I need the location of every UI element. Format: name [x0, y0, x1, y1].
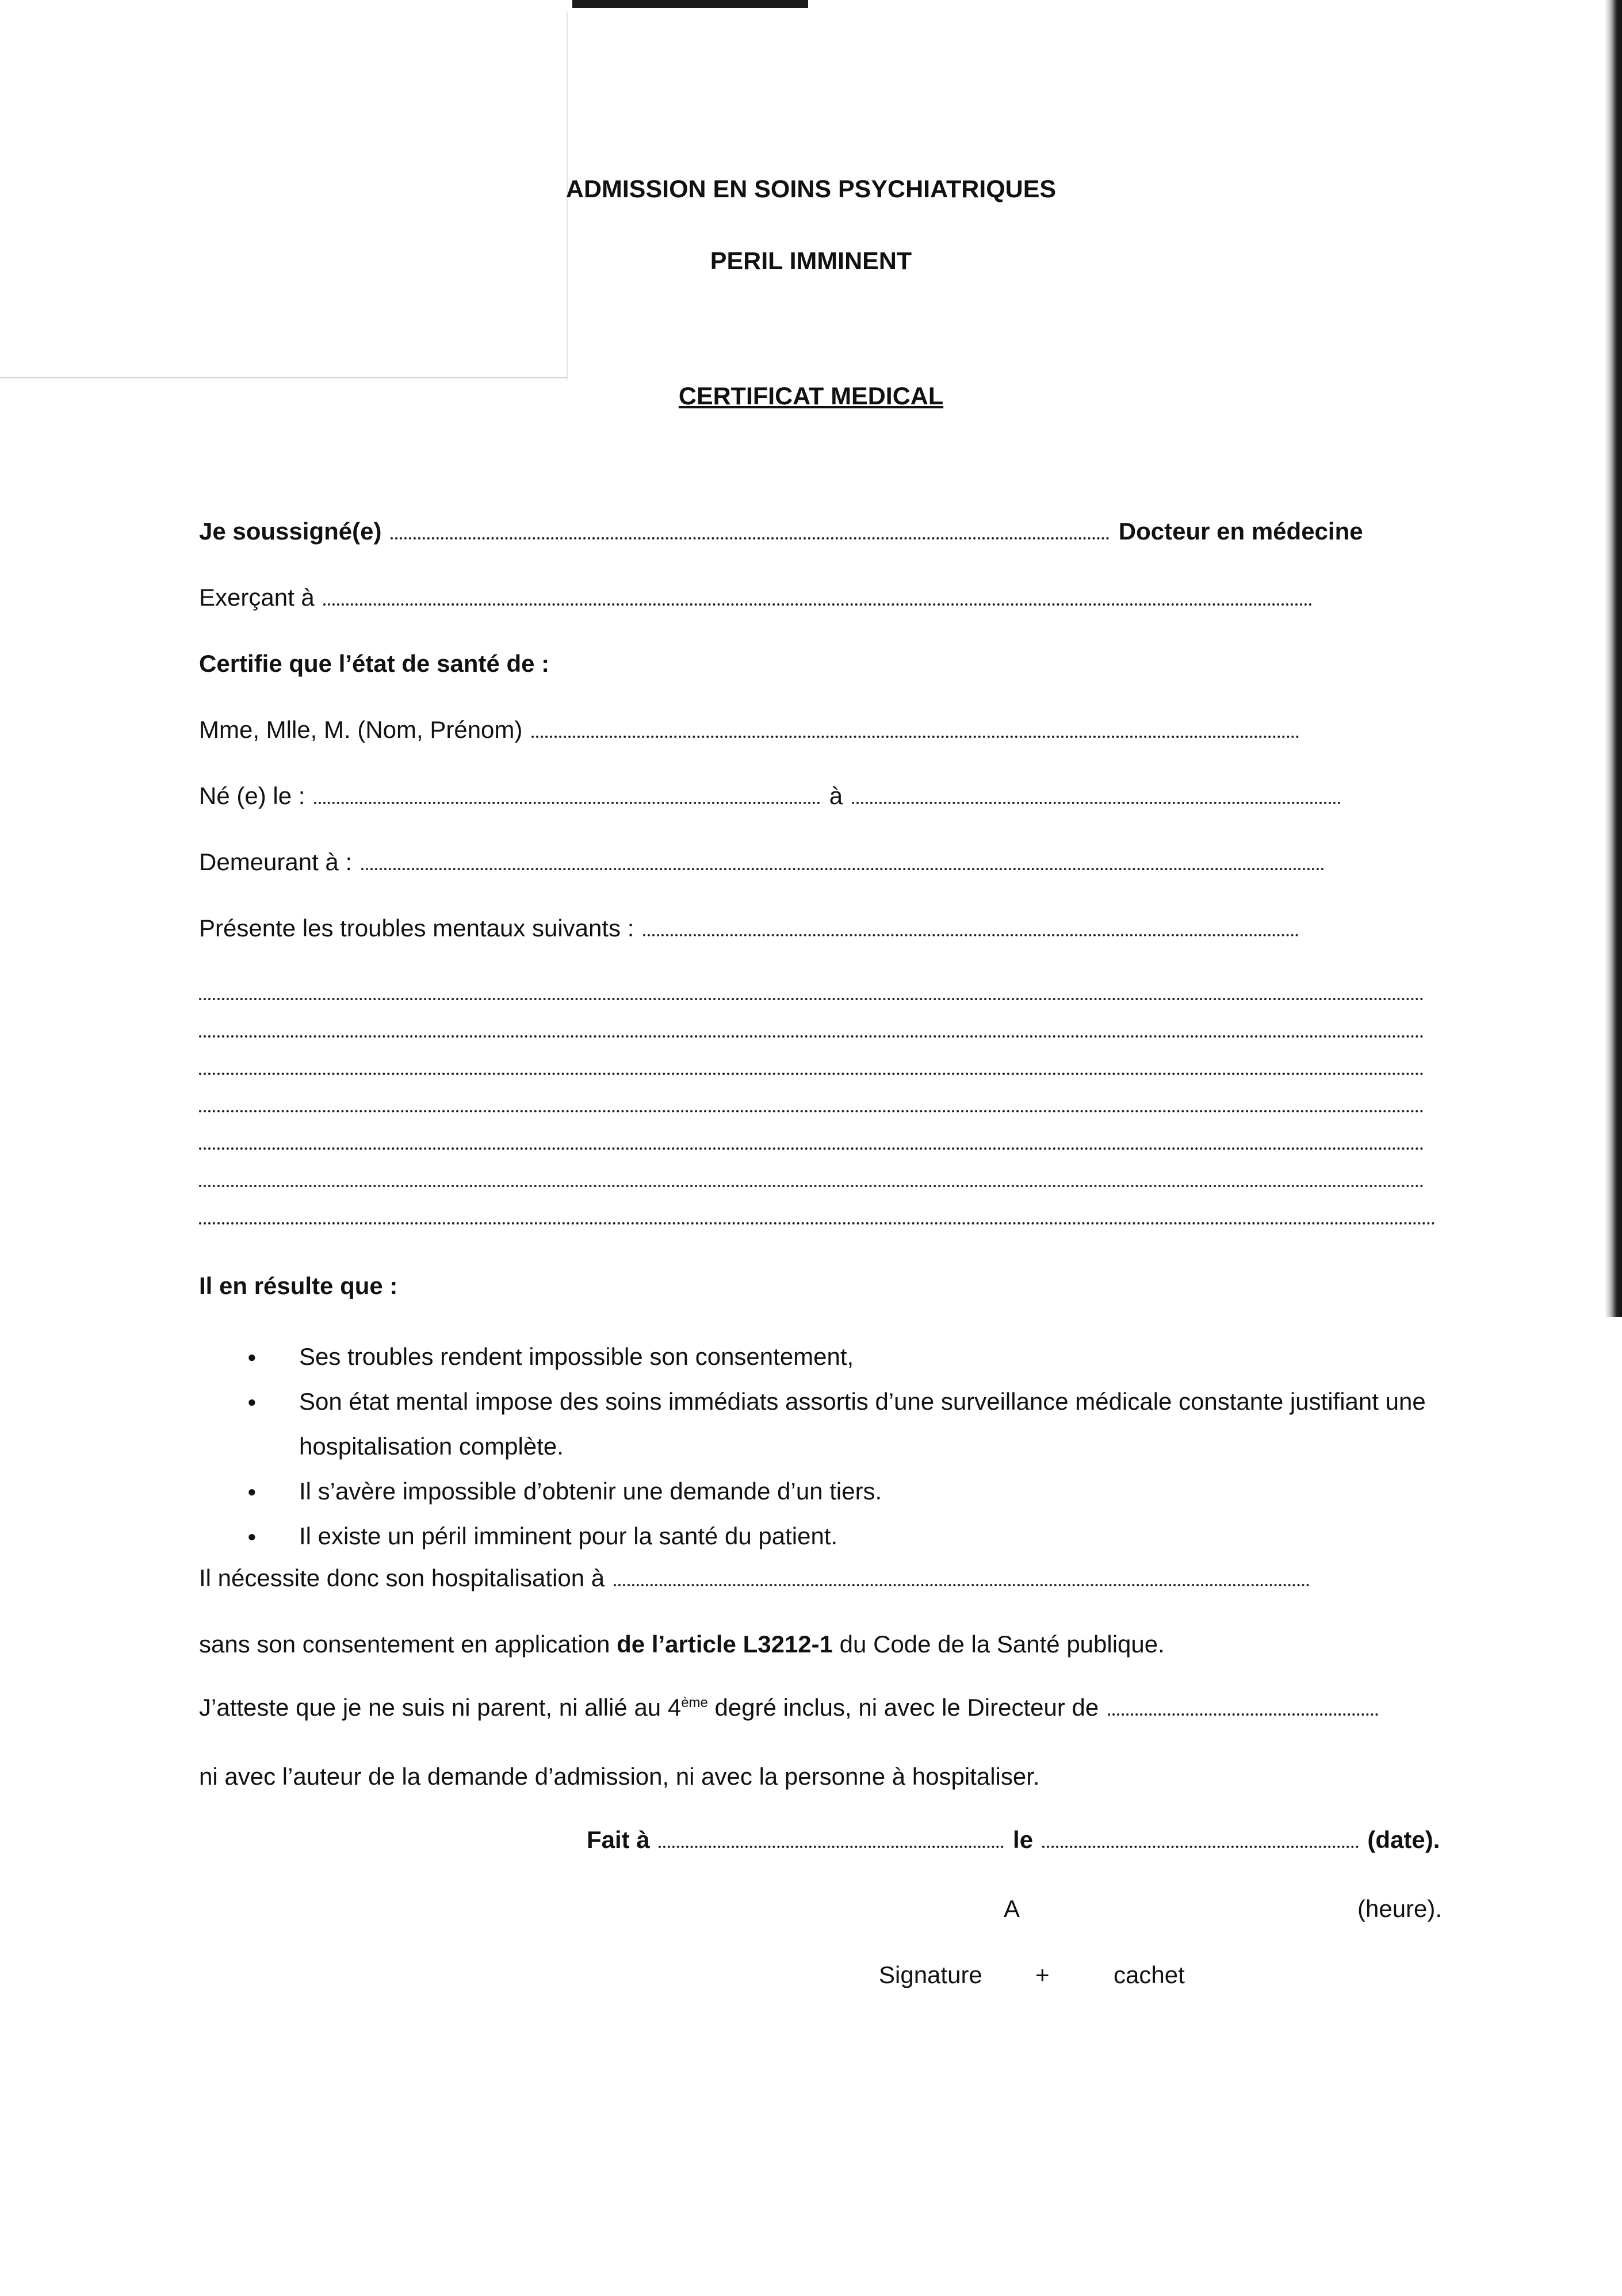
list-item: ● Son état mental impose des soins immédiats assortis d’une surveillance médicale constante justifiant une hospitalisation complète.	[247, 1379, 1513, 1469]
hospitalisation-place-field[interactable]	[614, 1582, 1310, 1586]
signatory-label: Je soussigné(e)	[199, 518, 382, 545]
document-subtitle: PERIL IMMINENT	[710, 247, 912, 275]
practice-row	[199, 584, 1315, 611]
disorders-line-1[interactable]	[199, 998, 1424, 1000]
stamp-label: cachet	[1114, 1961, 1185, 1988]
disorders-line-4[interactable]	[199, 1110, 1424, 1112]
document-title: ADMISSION EN SOINS PSYCHIATRIQUES	[565, 175, 1057, 203]
disorders-line-2[interactable]	[199, 1035, 1424, 1038]
date-label: (date).	[1367, 1826, 1440, 1853]
list-item: ● Il s’avère impossible d’obtenir une demande d’un tiers.	[247, 1469, 1513, 1514]
made-at-row	[587, 1826, 1440, 1854]
attestation-row	[199, 1694, 1380, 1721]
disorders-line-7[interactable]	[199, 1222, 1436, 1224]
signature-label: Signature	[879, 1961, 982, 1988]
birth-date-field[interactable]	[314, 799, 820, 804]
birth-place-label: à	[829, 782, 843, 809]
list-item: ● Ses troubles rendent impossible son consentement,	[247, 1334, 1513, 1379]
patient-row	[199, 716, 1302, 744]
date-field[interactable]	[1042, 1843, 1359, 1848]
certificate-heading: CERTIFICAT MEDICAL	[678, 382, 944, 410]
date-le-label: le	[1013, 1826, 1034, 1853]
signatory-row	[199, 518, 1363, 545]
hospitalisation-row	[199, 1564, 1312, 1592]
birth-place-field[interactable]	[852, 799, 1341, 804]
time-label: (heure).	[1357, 1895, 1443, 1922]
disorders-field[interactable]	[643, 932, 1299, 936]
patient-name-field[interactable]	[531, 733, 1299, 738]
consent-article: de l’article L3212-1	[617, 1631, 833, 1658]
made-at-label: Fait à	[587, 1826, 650, 1853]
consent-sentence	[199, 1631, 1165, 1658]
made-at-field[interactable]	[659, 1843, 1004, 1848]
consent-suffix: du Code de la Santé publique.	[833, 1631, 1165, 1658]
attestation-superscript: ème	[681, 1695, 708, 1710]
scan-fold-line	[0, 377, 567, 378]
hospitalisation-label: Il nécessite donc son hospitalisation à	[199, 1564, 605, 1591]
disorders-line-6[interactable]	[199, 1185, 1424, 1187]
residence-row	[199, 848, 1327, 876]
list-item: ● Il existe un péril imminent pour la santé du patient.	[247, 1514, 1513, 1559]
attestation-suffix: degré inclus, ni avec le Directeur de	[707, 1694, 1099, 1721]
residence-field[interactable]	[361, 866, 1325, 870]
disorders-line-3[interactable]	[199, 1073, 1424, 1075]
author-sentence: ni avec l’auteur de la demande d’admission, ni avec la personne à hospitaliser.	[199, 1763, 1040, 1790]
practice-label: Exerçant à	[199, 584, 315, 611]
disorders-line-5[interactable]	[199, 1147, 1424, 1150]
disorders-label: Présente les troubles mentaux suivants :	[199, 914, 634, 942]
plus-sign: +	[1035, 1961, 1050, 1988]
director-field[interactable]	[1108, 1711, 1378, 1716]
signatory-name-field[interactable]	[391, 535, 1110, 539]
birth-row	[199, 782, 1343, 810]
consent-prefix: sans son consentement en application	[199, 1631, 617, 1658]
result-heading: Il en résulte que :	[199, 1272, 398, 1299]
disorders-row	[199, 914, 1301, 942]
scan-edge-top	[572, 0, 808, 8]
time-a-label: A	[1004, 1895, 1020, 1922]
practice-location-field[interactable]	[323, 601, 1313, 606]
attestation-prefix: J’atteste que je ne suis ni parent, ni allié au 4	[199, 1694, 682, 1721]
doctor-suffix: Docteur en médecine	[1118, 518, 1363, 545]
certify-label: Certifie que l’état de santé de :	[199, 650, 550, 677]
birth-label: Né (e) le :	[199, 782, 305, 809]
patient-label: Mme, Mlle, M. (Nom, Prénom)	[199, 716, 523, 743]
result-list	[247, 1334, 1513, 1559]
residence-label: Demeurant à :	[199, 848, 353, 875]
